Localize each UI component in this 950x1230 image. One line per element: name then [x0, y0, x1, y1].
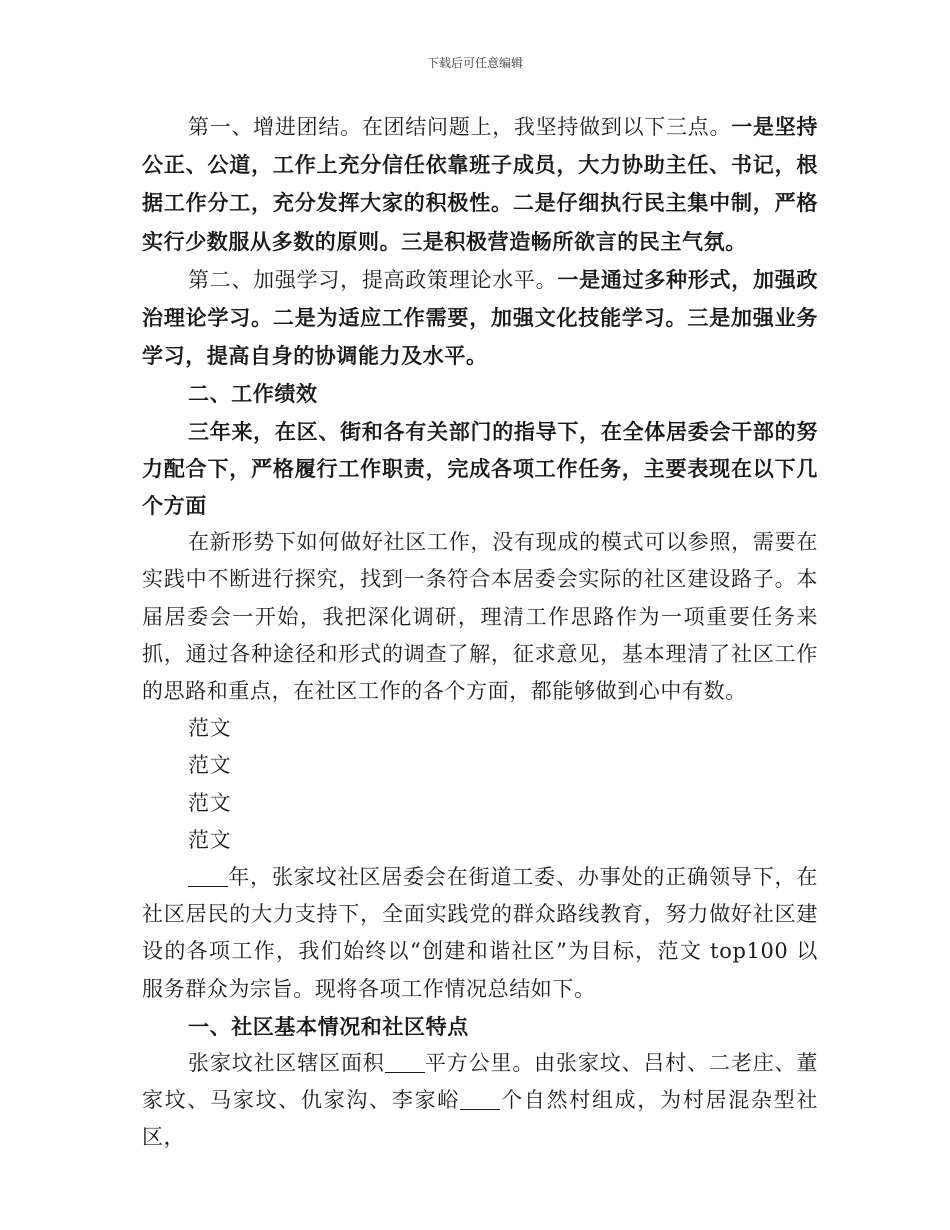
paragraph-lead: 第一、增进团结。在团结问题上，我坚持做到以下三点。: [188, 115, 732, 139]
blank-underline: [188, 865, 228, 887]
fanwen-line: 范文: [188, 827, 232, 852]
document-body: [142, 108, 818, 1157]
paragraph-study: [142, 261, 818, 376]
paragraph-new-situation: 在新形势下如何做好社区工作，没有现成的模式可以参照，需要在实践中不断进行探究，找到一条符合本居委会实际的社区建设路子。本届居委会一开始，我把深化调研，理清工作思路作为一项重要任务来抓，通过各种途径和形式的调查了解，征求意见，基本理清了社区工作的思路和重点，在社区工作的各个方面，都能够做到心中有数。: [142, 530, 818, 704]
paragraph-text: 个自然村组成，为村居混杂型社区，: [142, 1088, 818, 1150]
fanwen-line: 范文: [188, 753, 232, 778]
paragraph-bold: 一是通过多种形式，加强政治理论学习。二是为适应工作需要，加强文化技能学习。三是加强业务学习，提高自身的协调能力及水平。: [142, 266, 819, 369]
page-header: 下载后可任意编辑: [426, 56, 523, 70]
paragraph-text: 平方公里。由张家坟、吕村、二老庄、董家坟、马家坟、仇家沟、李家峪: [142, 1051, 818, 1113]
heading-community-basics: 一、社区基本情况和社区特点: [188, 1013, 469, 1039]
blank-underline: [460, 1088, 500, 1110]
paragraph-bold: 一是坚持公正、公道，工作上充分信任依靠班子成员，大力协助主任、书记，根据工作分工，充分发挥大家的积极性。二是仔细执行民主集中制，严格实行少数服从多数的原则。三是积极营造畅所欲言的民主气氛。: [142, 114, 819, 254]
paragraph-summary-intro: [142, 859, 818, 1008]
fanwen-line: 范文: [188, 716, 232, 741]
paragraph-three-years: 三年来，在区、街和各有关部门的指导下，在全体居委会干部的努力配合下，严格履行工作职责，完成各项工作任务，主要表现在以下几个方面: [142, 418, 818, 519]
paragraph-text: 张家坟社区辖区面积: [188, 1051, 385, 1076]
heading-work-performance: 二、工作绩效: [188, 381, 318, 407]
paragraph-text: 年，张家坟社区居委会在街道工委、办事处的正确领导下，在社区居民的大力支持下，全面实践党的群众路线教育，努力做好社区建设的各项工作，我们始终以“创建和谐社区”为目标，范文 top100 以服务群众为宗旨。现将各项工作情况总结如下。: [142, 865, 818, 1001]
paragraph-lead: 第二、加强学习，提高政策理论水平。: [188, 267, 558, 292]
fanwen-line: 范文: [188, 790, 232, 815]
paragraph-community-area: [142, 1045, 818, 1157]
paragraph-unity: [142, 108, 818, 261]
blank-underline: [385, 1051, 425, 1073]
